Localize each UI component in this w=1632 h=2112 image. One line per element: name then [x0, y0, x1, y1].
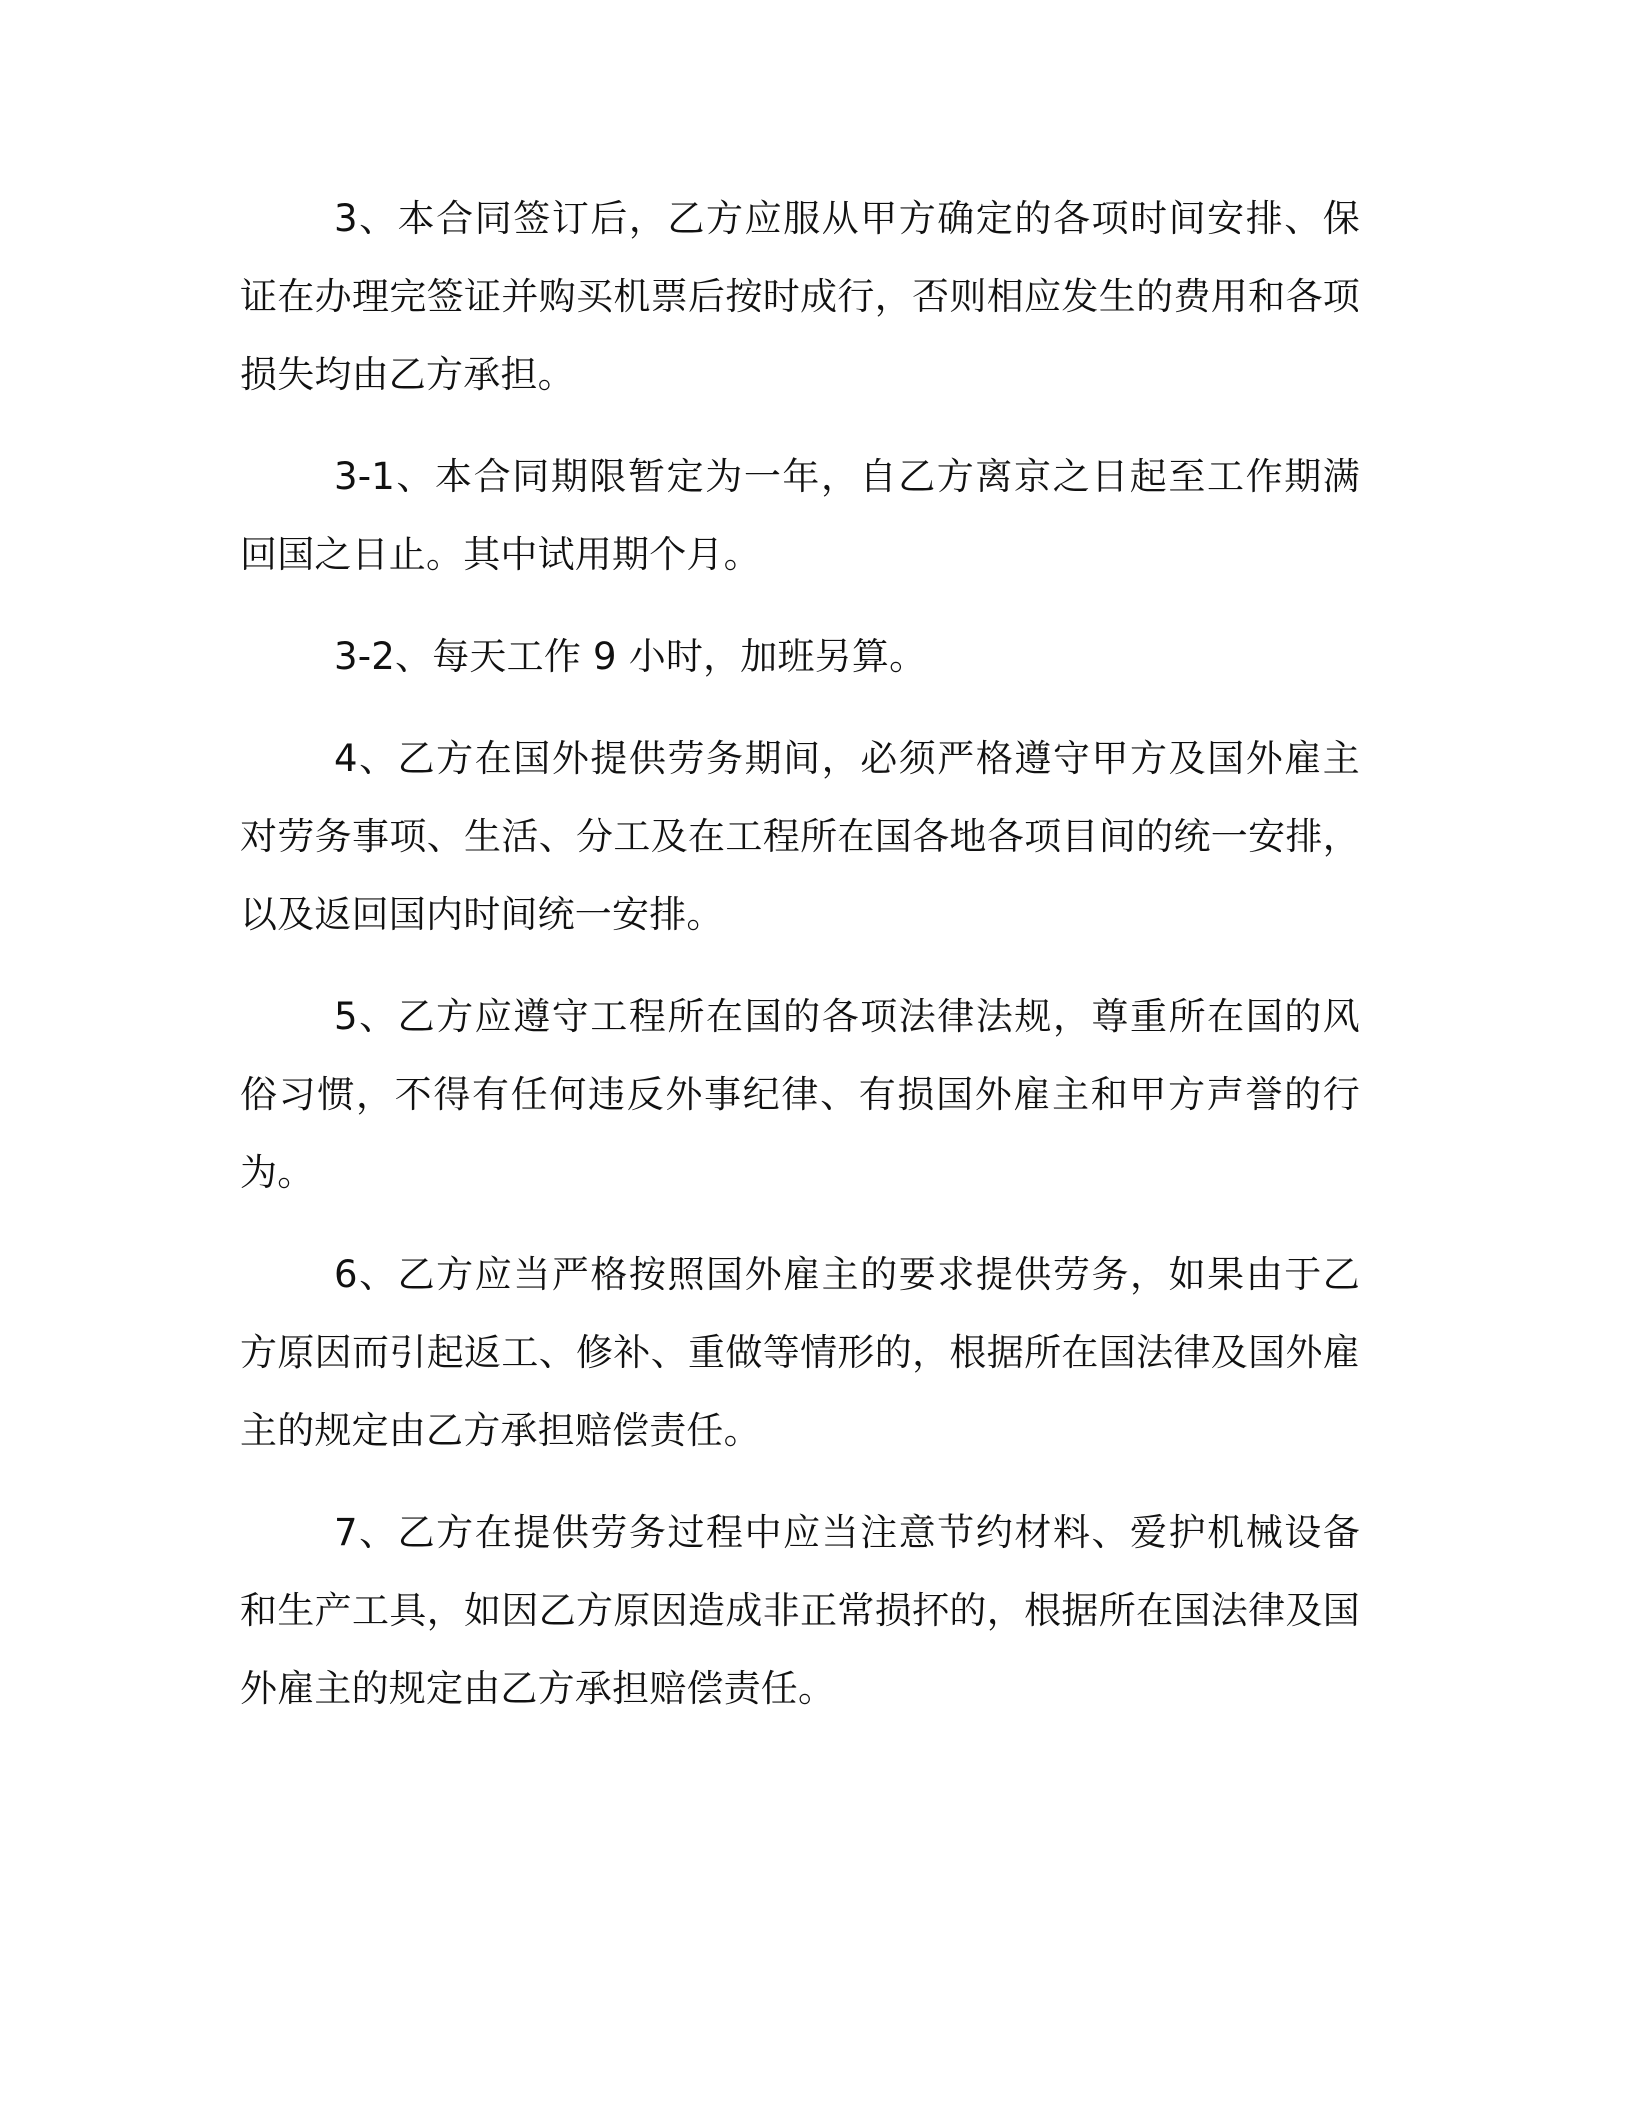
- document-body: [240, 180, 1360, 1752]
- paragraph-clause-6: 6、乙方应当严格按照国外雇主的要求提供劳务，如果由于乙方原因而引起返工、修补、重做等情形的，根据所在国法律及国外雇主的规定由乙方承担赔偿责任。: [240, 1253, 1360, 1452]
- paragraph-clause-3-2: 3-2、每天工作 9 小时，加班另算。: [334, 635, 927, 678]
- paragraph-clause-7: 7、乙方在提供劳务过程中应当注意节约材料、爱护机械设备和生产工具，如因乙方原因造成非正常损抔的，根据所在国法律及国外雇主的规定由乙方承担赔偿责任。: [240, 1511, 1360, 1710]
- paragraph-clause-3: 3、本合同签订后，乙方应服从甲方确定的各项时间安排、保证在办理完签证并购买机票后按时成行，否则相应发生的费用和各项损失均由乙方承担。: [240, 197, 1360, 396]
- paragraph-clause-5: 5、乙方应遵守工程所在国的各项法律法规，尊重所在国的风俗习惯，不得有任何违反外事纪律、有损国外雇主和甲方声誉的行为。: [240, 995, 1360, 1194]
- paragraph-clause-3-1: 3-1、本合同期限暂定为一年，自乙方离京之日起至工作期满回国之日止。其中试用期个月。: [240, 455, 1360, 576]
- paragraph-clause-4: 4、乙方在国外提供劳务期间，必须严格遵守甲方及国外雇主对劳务事项、生活、分工及在工程所在国各地各项目间的统一安排，以及返回国内时间统一安排。: [240, 737, 1360, 936]
